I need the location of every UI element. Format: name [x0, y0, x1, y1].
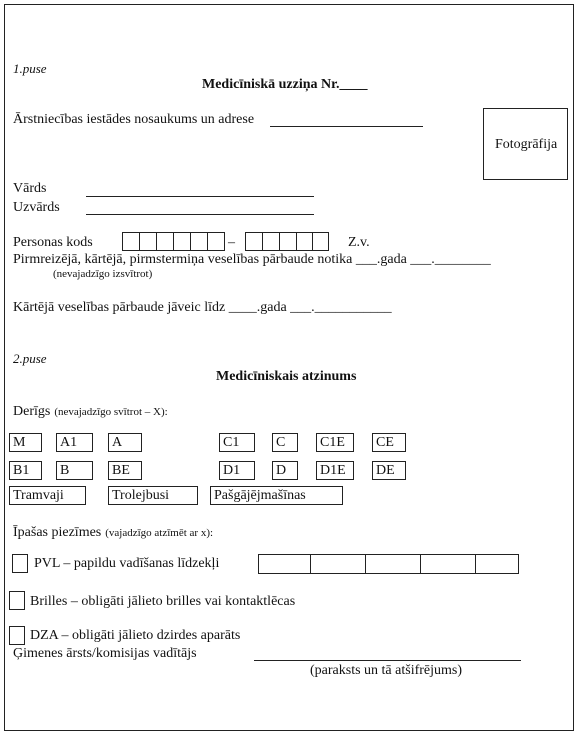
- notes-heading: [13, 524, 213, 540]
- code-digit-3[interactable]: [156, 232, 174, 251]
- signature-caption: (paraksts un tā atšifrējums): [310, 663, 463, 678]
- category-be[interactable]: BE: [108, 461, 142, 480]
- exam-note: (nevajadzīgo izsvītrot): [53, 268, 153, 280]
- next-exam-text: Kārtējā veselības pārbaude jāveic līdz ____.gada ___.___________: [13, 300, 392, 315]
- category-de[interactable]: DE: [372, 461, 406, 480]
- name-field[interactable]: [86, 196, 314, 197]
- category-c1[interactable]: C1: [219, 433, 255, 452]
- category-a[interactable]: A: [108, 433, 142, 452]
- category-c1e[interactable]: C1E: [316, 433, 354, 452]
- code-digit-5[interactable]: [190, 232, 208, 251]
- category-ce[interactable]: CE: [372, 433, 406, 452]
- category-d1e[interactable]: D1E: [316, 461, 354, 480]
- code-digit-7[interactable]: [245, 232, 263, 251]
- surname-label: Uzvārds: [13, 200, 60, 215]
- dza-label: DZA – obligāti jālieto dzirdes aparāts: [30, 628, 241, 643]
- category-m[interactable]: M: [9, 433, 42, 452]
- exam-text: Pirmreizējā, kārtējā, pirmstermiņa veselības pārbaude notika ___.gada ___.________: [13, 252, 491, 267]
- code-digit-9[interactable]: [279, 232, 297, 251]
- category-b[interactable]: B: [56, 461, 93, 480]
- category-pasgajejmasinas[interactable]: Pašgājējmašīnas: [210, 486, 343, 505]
- institution-field[interactable]: [270, 126, 423, 127]
- fit-label: Derīgs: [13, 404, 51, 419]
- category-tramvaji[interactable]: Tramvaji: [9, 486, 86, 505]
- pvl-cell-4[interactable]: [420, 554, 476, 574]
- category-c[interactable]: C: [272, 433, 298, 452]
- doctor-label: Ģimenes ārsts/komisijas vadītājs: [13, 646, 197, 661]
- code-digit-2[interactable]: [139, 232, 157, 251]
- pvl-cell-3[interactable]: [365, 554, 421, 574]
- name-label: Vārds: [13, 181, 47, 196]
- code-digit-4[interactable]: [173, 232, 191, 251]
- notes-label: Īpašas piezīmes: [13, 525, 102, 540]
- category-b1[interactable]: B1: [9, 461, 42, 480]
- code-digit-8[interactable]: [262, 232, 280, 251]
- fit-heading: [13, 403, 168, 419]
- notes-note: (vajadzīgo atzīmēt ar x):: [105, 527, 214, 539]
- dza-checkbox[interactable]: [9, 626, 25, 645]
- code-dash: –: [228, 235, 235, 250]
- pvl-label: PVL – papildu vadīšanas līdzekļi: [34, 556, 220, 571]
- pvl-cell-2[interactable]: [310, 554, 366, 574]
- category-a1[interactable]: A1: [56, 433, 93, 452]
- side1-label: 1.puse: [13, 61, 47, 76]
- brilles-label: Brilles – obligāti jālieto brilles vai kontaktlēcas: [30, 594, 296, 609]
- side2-label: 2.puse: [13, 351, 47, 366]
- brilles-checkbox[interactable]: [9, 591, 25, 610]
- pvl-cell-1[interactable]: [258, 554, 311, 574]
- code-digit-11[interactable]: [312, 232, 329, 251]
- personal-code-label: Personas kods: [13, 235, 93, 250]
- fit-note: (nevajadzīgo svītrot – X):: [54, 406, 168, 418]
- category-d1[interactable]: D1: [219, 461, 255, 480]
- photo-label: Fotogrāfija: [495, 137, 558, 152]
- pvl-cell-5[interactable]: [475, 554, 519, 574]
- photo-box: [483, 108, 568, 180]
- code-digit-1[interactable]: [122, 232, 140, 251]
- stamp-label: Z.v.: [348, 235, 370, 250]
- pvl-checkbox[interactable]: [12, 554, 28, 573]
- side1-title: Medicīniskā uzziņa Nr.____: [202, 77, 368, 92]
- code-digit-10[interactable]: [296, 232, 313, 251]
- institution-label: Ārstniecības iestādes nosaukums un adrese: [13, 112, 255, 127]
- signature-line[interactable]: [254, 660, 521, 661]
- surname-field[interactable]: [86, 214, 314, 215]
- code-digit-6[interactable]: [207, 232, 225, 251]
- side2-title: Medicīniskais atzinums: [216, 369, 357, 384]
- category-trolejbusi[interactable]: Trolejbusi: [108, 486, 198, 505]
- category-d[interactable]: D: [272, 461, 298, 480]
